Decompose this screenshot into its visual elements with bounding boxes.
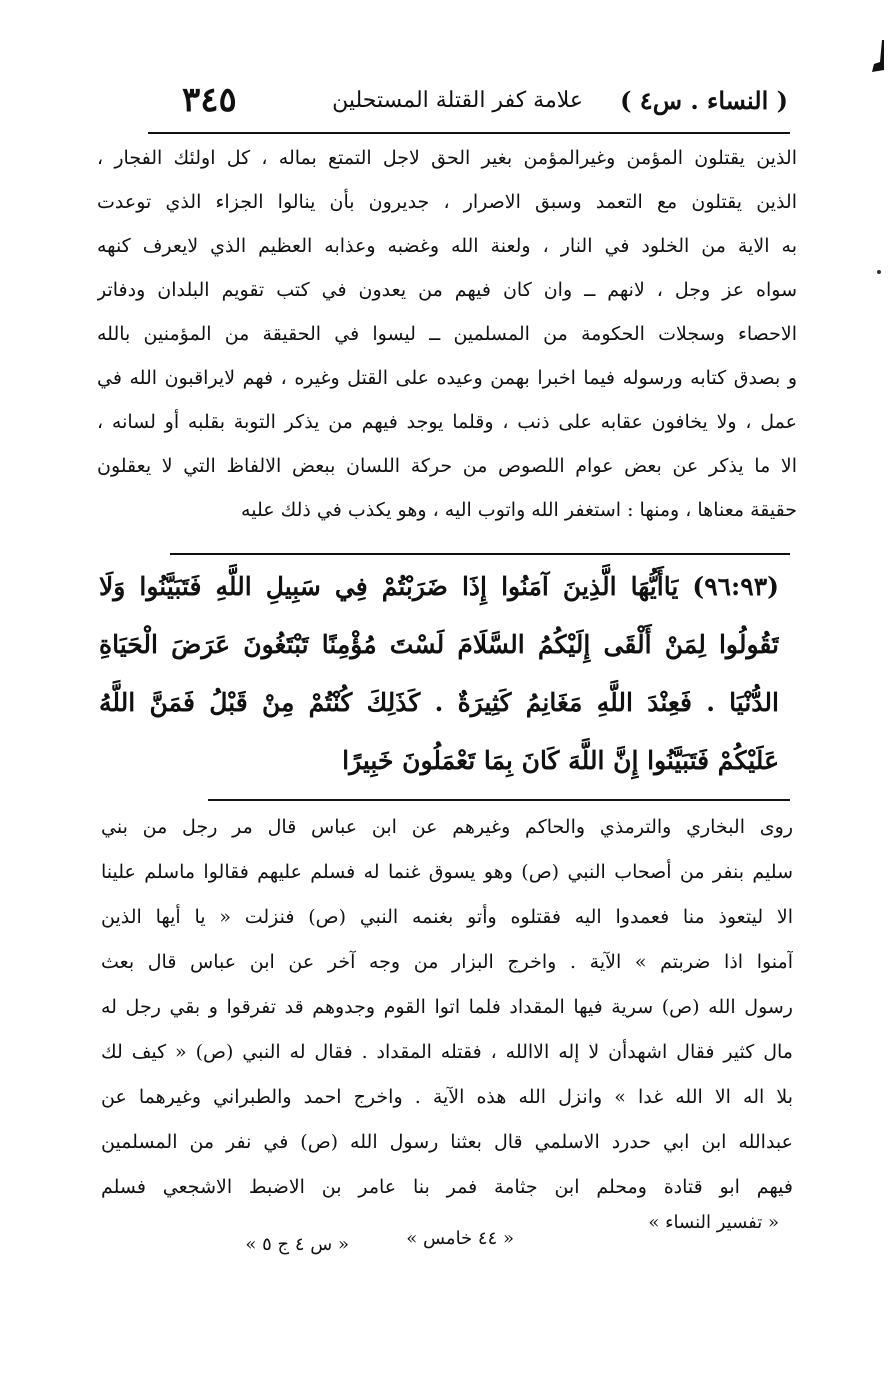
text-line: و بصدق كتابه ورسوله فيما اخبرا بهمن وعيده على القتل وغيره ، فهم لايراقبون الله في [97,367,797,389]
text-line: الا ما يذكر عن بعض عوام اللصوص من حركة اللسان ببعض الالفاظ التي لا يعقلون [97,455,797,477]
verse-line: (٩٦:٩٣) يَاأَيُّهَا الَّذِينَ آمَنُوا إِذَا ضَرَبْتُمْ فِي سَبِيلِ اللَّهِ فَتَبَيَّنُوا وَلَا [99,572,779,601]
text-line: الذين يقتلون مع التعمد وسبق الاصرار ، جديرون بأن ينالوا الجزاء الذي توعدت [97,191,797,213]
verse-bottom-rule [208,799,790,801]
page-header [148,80,788,128]
text-line: بلا اله الا الله غدا » وانزل الله هذه الآية . واخرج احمد والطبراني وغيرهما عن [101,1086,793,1108]
footer-tafsir: « تفسير النساء » [648,1212,779,1233]
page-footer [219,1212,779,1272]
margin-mark-icon [858,36,886,76]
header-rule [148,132,790,134]
header-title: علامة كفر القتلة المستحلين [332,88,583,113]
text-line: رسول الله (ص) سرية فيها المقداد فلما اتوا القوم وجدوهم قد تفرقوا و بقي رجل له [101,996,793,1018]
footer-khamis: « ٤٤ خامس » [406,1228,514,1249]
header-surah: ( النساء . س٤ ) [620,86,788,115]
verse-line: الدُّنْيَا . فَعِنْدَ اللَّهِ مَغَانِمُ كَثِيرَةٌ . كَذَلِكَ كُنْتُمْ مِنْ قَبْلُ فَمَنَّ اللَّهُ [99,688,779,717]
margin-dot-icon [874,262,884,272]
text-line: مال كثير فقال اشهدأن لا إله الاالله ، فقتله المقداد . فقال له النبي (ص) « كيف لك [101,1041,793,1063]
text-line: الذين يقتلون المؤمن وغيرالمؤمن بغير الحق لاجل التمتع بماله ، كل اولئك الفجار ، [97,147,797,169]
text-line: به الاية من الخلود في النار ، ولعنة الله وغضبه وعذابه العظيم الذي لايعرف كنهه [97,235,797,257]
text-line: روى البخاري والترمذي والحاكم وغيرهم عن ابن عباس قال مر رجل من بني [101,816,793,838]
text-line: سليم بنفر من أصحاب النبي (ص) وهو يسوق غنما له فسلم عليهم فقالوا ماسلم علينا [101,861,793,883]
page-number: ٣٤٥ [182,80,237,120]
text-line: سواه عز وجل ، لانهم ــ وان كان فيهم من يعدون في كتب تقويم البلدان ودفاتر [97,279,797,301]
footer-code: « س ٤ ج ٥ » [245,1234,349,1255]
text-line: عبدالله ابن ابي حدرد الاسلمي قال بعثنا رسول الله (ص) في نفر من المسلمين [101,1131,793,1153]
text-line: عمل ، ولا يخافون عقابه على ذنب ، وقلما يوجد فيهم من يذكر التوبة بقلبه أو لسانه ، [97,411,797,433]
text-line: حقيقة معناها ، ومنها : استغفر الله واتوب اليه ، وهو يكذب في ذلك عليه [241,499,797,521]
text-line: آمنوا اذا ضربتم » الآية . واخرج البزار من وجه آخر عن ابن عباس قال بعث [101,951,793,973]
verse-line: عَلَيْكُمْ فَتَبَيَّنُوا إِنَّ اللَّهَ كَانَ بِمَا تَعْمَلُونَ خَبِيرًا [342,746,779,775]
text-line: الاحصاء وسجلات الحكومة من المسلمين ــ ليسوا في الحقيقة من المؤمنين بالله [97,323,797,345]
verse-top-rule [170,553,790,555]
text-line: الا ليتعوذ منا فعمدوا اليه فقتلوه وأتو بغنمه النبي (ص) فنزلت « يا أيها الذين [101,906,793,928]
verse-line: تَقُولُوا لِمَنْ أَلْقَى إِلَيْكُمُ السَّلَامَ لَسْتَ مُؤْمِنًا تَبْتَغُونَ عَرَضَ الْحَيَاةِ [99,630,779,659]
text-line: فيهم ابو قتادة ومحلم ابن جثامة فمر بنا عامر بن الاضبط الاشجعي فسلم [101,1176,793,1198]
